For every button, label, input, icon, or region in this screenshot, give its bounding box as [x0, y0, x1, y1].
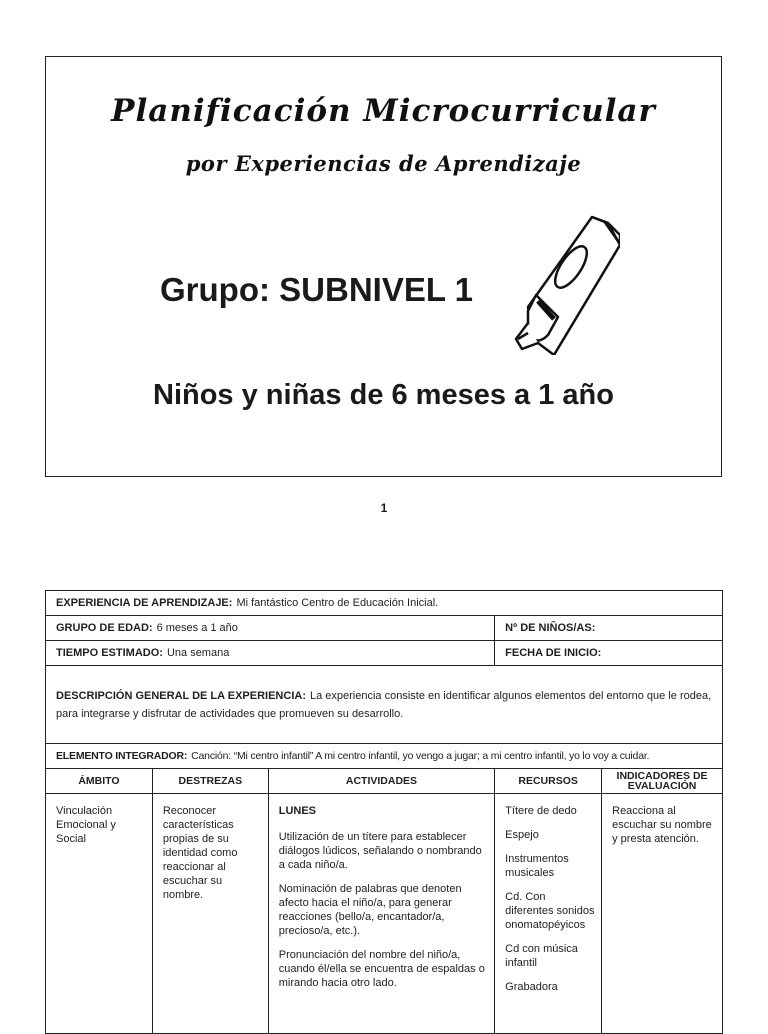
table-row: [46, 794, 723, 1034]
start-date-label: FECHA DE INICIO:: [505, 647, 602, 659]
resource-item: Cd con música infantil: [505, 943, 578, 969]
activities-cell: [268, 794, 494, 1034]
indicator-cell: Reacciona al escuchar su nombre y presta atención.: [602, 794, 723, 1034]
resource-item: Grabadora: [505, 981, 558, 993]
description-label: DESCRIPCIÓN GENERAL DE LA EXPERIENCIA:: [56, 689, 306, 702]
integrator-label: ELEMENTO INTEGRADOR:: [56, 750, 188, 762]
activity-item: Nominación de palabras que denoten afecto hacia el niño/a, para generar reacciones (bello/a, encantador/a, precioso/a, etc.).: [278, 883, 462, 937]
resource-item: Espejo: [505, 829, 539, 841]
planning-table: [45, 590, 723, 1034]
age-group-label: GRUPO DE EDAD:: [56, 622, 153, 634]
age-group-row: [46, 616, 723, 641]
experience-row: [46, 591, 723, 616]
destrezas-cell: Reconocer características propias de su identidad como reaccionar al escuchar su nombre.: [152, 794, 268, 1034]
header-indicadores: INDICADORES DE EVALUACIÓN: [602, 769, 723, 794]
ambito-cell: Vinculación Emocional y Social: [46, 794, 153, 1034]
activity-item: Utilización de un títere para establecer diálogos lúdicos, señalando o nombrando a cada niño/a.: [278, 831, 482, 871]
children-count-label: Nº DE NIÑOS/AS:: [505, 622, 596, 634]
cover-title: Planificación Microcurricular: [111, 93, 656, 129]
age-range-heading: Niños y niñas de 6 meses a 1 año: [153, 379, 614, 411]
day-label: LUNES: [278, 805, 317, 817]
integrator-value: Canción: “Mi centro infantil” A mi centro infantil, yo vengo a jugar; a mi centro infantil, yo lo voy a cuidar.: [191, 750, 650, 762]
age-group-value: 6 meses a 1 año: [156, 622, 238, 634]
experience-value: Mi fantástico Centro de Educación Inicial.: [236, 597, 439, 609]
cover-page: [45, 56, 722, 477]
experience-label: EXPERIENCIA DE APRENDIZAJE:: [56, 597, 233, 609]
header-recursos: RECURSOS: [495, 769, 602, 794]
table-header-row: [46, 769, 723, 794]
header-actividades: ACTIVIDADES: [268, 769, 494, 794]
cover-subtitle: por Experiencias de Aprendizaje: [185, 151, 582, 176]
time-value: Una semana: [166, 647, 230, 659]
resource-item: Cd. Con diferentes sonidos onomatopéyicos: [505, 891, 595, 931]
time-row: [46, 641, 723, 666]
resources-cell: [495, 794, 602, 1034]
description-value: La experiencia consiste en identificar algunos elementos del entorno que le rodea, para integrarse y disfrutar de actividades que promueven su desarrollo.: [56, 689, 712, 720]
time-label: TIEMPO ESTIMADO:: [56, 647, 163, 659]
crayon-icon: [508, 215, 620, 355]
resource-item: Títere de dedo: [505, 805, 577, 817]
header-destrezas: DESTREZAS: [152, 769, 268, 794]
resource-item: Instrumentos musicales: [505, 853, 569, 879]
header-ambito: ÁMBITO: [46, 769, 153, 794]
group-heading: Grupo: SUBNIVEL 1: [160, 271, 473, 308]
activity-item: Pronunciación del nombre del niño/a, cuando él/ella se encuentra de espaldas o mirando hacia otro lado.: [278, 949, 485, 989]
page-number: 1: [380, 501, 388, 515]
integrator-row: [46, 744, 723, 769]
description-row: [46, 666, 723, 744]
